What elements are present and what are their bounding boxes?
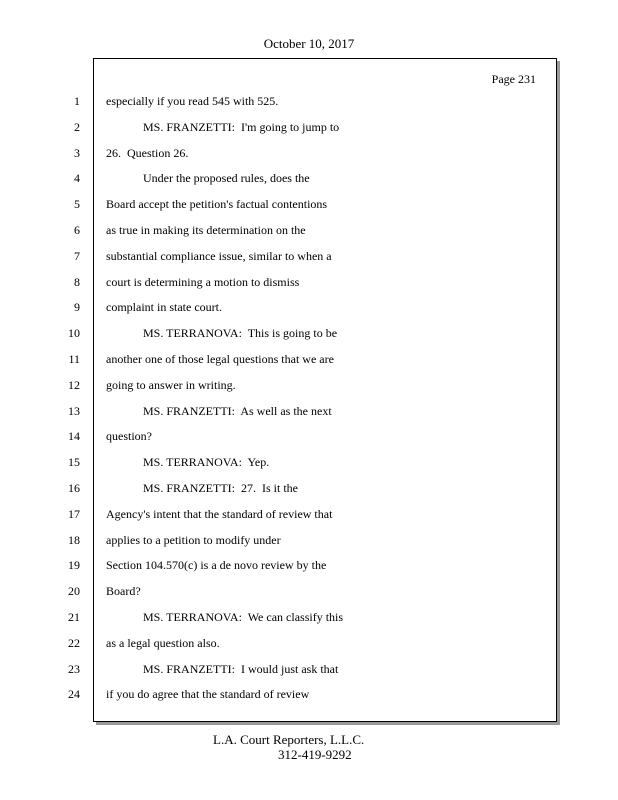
transcript-line: Board accept the petition's factual contentions bbox=[106, 197, 328, 211]
line-number: 23 bbox=[68, 662, 80, 676]
transcript-line: Section 104.570(c) is a de novo review by the bbox=[106, 558, 327, 572]
transcript-line: another one of those legal questions that we are bbox=[106, 352, 334, 366]
transcript-line: court is determining a motion to dismiss bbox=[106, 275, 300, 289]
transcript-line: 26. Question 26. bbox=[106, 146, 189, 160]
transcript-line: MS. FRANZETTI: As well as the next bbox=[143, 404, 332, 418]
transcript-line: as a legal question also. bbox=[106, 636, 220, 650]
page-number: Page 231 bbox=[491, 72, 536, 86]
transcript-line: MS. FRANZETTI: I would just ask that bbox=[143, 662, 339, 676]
line-number: 20 bbox=[68, 584, 80, 598]
transcript-line: substantial compliance issue, similar to when a bbox=[106, 249, 332, 263]
transcript-line: Board? bbox=[106, 584, 141, 598]
line-number: 4 bbox=[74, 171, 80, 185]
transcript-line: MS. TERRANOVA: This is going to be bbox=[143, 326, 338, 340]
line-number: 6 bbox=[74, 223, 80, 237]
transcript-line: complaint in state court. bbox=[106, 300, 222, 314]
transcript-line: Agency's intent that the standard of review that bbox=[106, 507, 333, 521]
line-number: 2 bbox=[74, 120, 80, 134]
line-number: 15 bbox=[68, 455, 80, 469]
reporter-company: L.A. Court Reporters, L.L.C. bbox=[213, 732, 365, 747]
transcript-line: as true in making its determination on the bbox=[106, 223, 306, 237]
line-number: 11 bbox=[68, 352, 80, 366]
line-number: 13 bbox=[68, 404, 80, 418]
transcript-line: Under the proposed rules, does the bbox=[143, 171, 310, 185]
line-number: 22 bbox=[68, 636, 80, 650]
reporter-phone: 312-419-9292 bbox=[278, 747, 352, 762]
transcript-line: especially if you read 545 with 525. bbox=[106, 94, 279, 108]
line-number: 9 bbox=[74, 300, 80, 314]
line-number: 8 bbox=[74, 275, 80, 289]
transcript-line: applies to a petition to modify under bbox=[106, 533, 281, 547]
line-number: 17 bbox=[68, 507, 80, 521]
transcript-line: MS. TERRANOVA: Yep. bbox=[143, 455, 270, 469]
line-number: 21 bbox=[68, 610, 80, 624]
transcript-line: MS. FRANZETTI: I'm going to jump to bbox=[143, 120, 340, 134]
transcript-line: MS. FRANZETTI: 27. Is it the bbox=[143, 481, 298, 495]
line-number: 19 bbox=[68, 558, 80, 572]
line-number: 16 bbox=[68, 481, 80, 495]
line-number: 12 bbox=[68, 378, 80, 392]
line-number: 5 bbox=[74, 197, 80, 211]
transcript-line: MS. TERRANOVA: We can classify this bbox=[143, 610, 344, 624]
line-number: 14 bbox=[68, 429, 80, 443]
line-number: 7 bbox=[74, 249, 80, 263]
line-number: 10 bbox=[68, 326, 80, 340]
line-number: 18 bbox=[68, 533, 80, 547]
transcript-line: if you do agree that the standard of review bbox=[106, 687, 310, 701]
transcript-line: going to answer in writing. bbox=[106, 378, 236, 392]
line-number: 24 bbox=[68, 687, 80, 701]
line-number: 3 bbox=[74, 146, 80, 160]
line-number: 1 bbox=[74, 94, 80, 108]
transcript-date: October 10, 2017 bbox=[263, 36, 355, 51]
transcript-line: question? bbox=[106, 429, 152, 443]
